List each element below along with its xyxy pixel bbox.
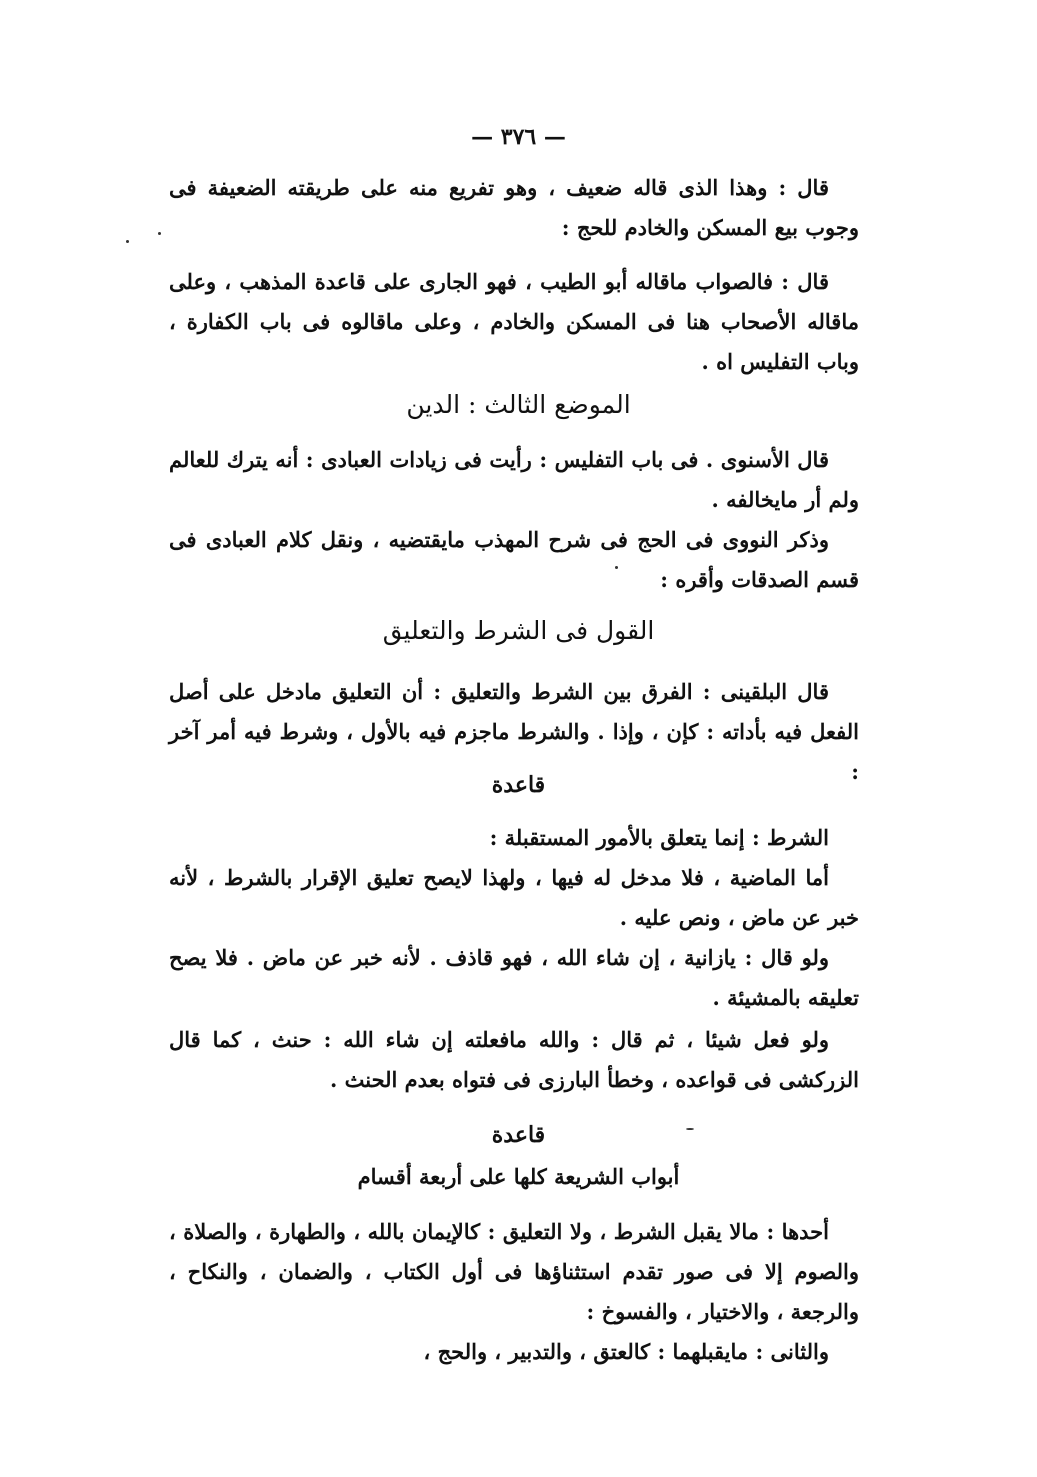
rule-heading-2: قاعدة	[491, 1122, 546, 1148]
scan-speck	[615, 566, 618, 569]
paragraph-12: والثانى : مايقبلهما : كالعتق ، والتدبير ، والحج ،	[423, 1339, 829, 1364]
paragraph-9: ولو فعل شيئا ، ثم قال : والله مافعلته إن شاء الله : حنث ، كما قال الزركشى فى قواعده ، وخطأ البارزى فى فتواه بعدم الحنث .	[169, 1027, 859, 1092]
paragraph-3: قال الأسنوى . فى باب التفليس : رأيت فى زيادات العبادى : أنه يترك للعالم ولم أر مايخالفه .	[169, 447, 859, 512]
paragraph-11: أحدها : مالا يقبل الشرط ، ولا التعليق : كالإيمان بالله ، والطهارة ، والصلاة ، والصوم إلا فى صور تقدم استثناؤها فى أول الكتاب ، والضمان ، والنكاح ، والرجعة ، والاختيار ، والفسوخ :	[169, 1219, 859, 1324]
paragraph-8: ولو قال : يازانية ، إن شاء الله ، فهو قاذف . لأنه خبر عن ماض . فلا يصح تعليقه بالمشيئة .	[169, 945, 859, 1010]
rule-subheading: أبواب الشريعة كلها على أربعة أقسام	[357, 1164, 680, 1189]
page-number: — ٣٧٦ —	[471, 124, 566, 150]
scan-speck	[686, 1128, 694, 1130]
paragraph-6: الشرط : إنما يتعلق بالأمور المستقبلة :	[489, 825, 829, 850]
rule-heading-1: قاعدة	[491, 772, 546, 798]
paragraph-1: قال : وهذا الذى قاله ضعيف ، وهو تفريع منه على طريقته الضعيفة فى وجوب بيع المسكن والخادم للحج :	[169, 175, 859, 240]
paragraph-7: أما الماضية ، فلا مدخل له فيها ، ولهذا لايصح تعليق الإقرار بالشرط ، لأنه خبر عن ماض ، ونص عليه .	[169, 865, 859, 930]
scan-speck	[126, 240, 129, 243]
section-heading-debt: الموضع الثالث : الدين	[406, 390, 631, 419]
section-heading-condition: القول فى الشرط والتعليق	[382, 616, 655, 645]
scan-speck	[158, 232, 161, 235]
paragraph-4: وذكر النووى فى الحج فى شرح المهذب مايقتضيه ، ونقل كلام العبادى فى قسم الصدقات وأقره :	[169, 527, 859, 592]
paragraph-5: قال البلقينى : الفرق بين الشرط والتعليق : أن التعليق مادخل على أصل الفعل فيه بأداته : كإن ، وإذا . والشرط ماجزم فيه بالأول ، وشرط فيه أمر آخر :	[169, 679, 859, 784]
paragraph-2: قال : فالصواب ماقاله أبو الطيب ، فهو الجارى على قاعدة المذهب ، وعلى ماقاله الأصحاب هنا فى المسكن والخادم ، وعلى ماقالوه فى باب الكفارة ، وباب التفليس اه .	[169, 269, 859, 374]
